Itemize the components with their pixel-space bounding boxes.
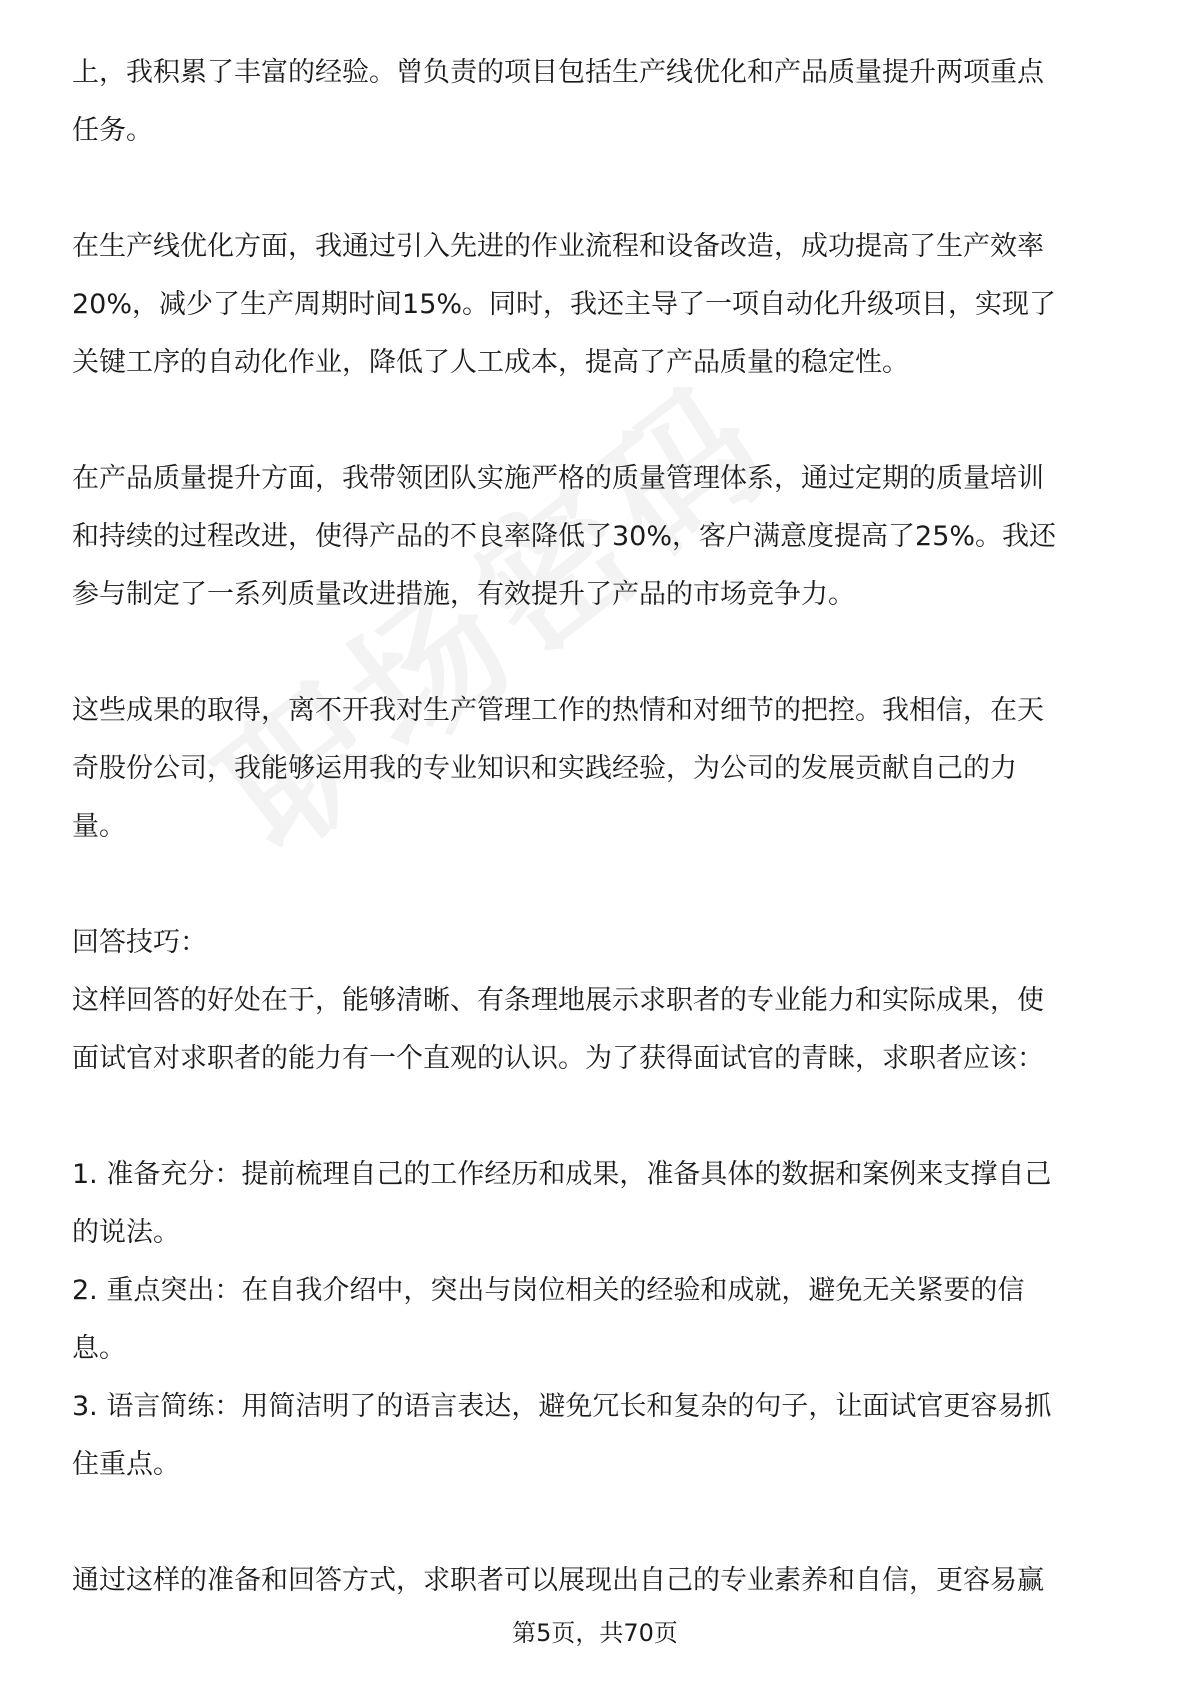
text-line: 住重点。	[72, 1449, 180, 1480]
paragraph-intro-tail	[72, 44, 1118, 160]
text-line: 任务。	[72, 115, 153, 146]
tips-list	[72, 1146, 1118, 1494]
paragraph-closing	[72, 1552, 1118, 1610]
text-line: 参与制定了一系列质量改进措施，有效提升了产品的市场竞争力。	[72, 579, 855, 610]
text-line: 20%，减少了生产周期时间15%。同时，我还主导了一项自动化升级项目，实现了	[72, 289, 1057, 320]
text-line: 和持续的过程改进，使得产品的不良率降低了30%，客户满意度提高了25%。我还	[72, 521, 1057, 552]
text-line: 2. 重点突出：在自我介绍中，突出与岗位相关的经验和成就，避免无关紧要的信	[72, 1275, 1025, 1306]
text-line: 通过这样的准备和回答方式，求职者可以展现出自己的专业素养和自信，更容易赢	[72, 1565, 1044, 1596]
list-item	[72, 1378, 1118, 1494]
text-line: 量。	[72, 811, 126, 842]
text-line: 在产品质量提升方面，我带领团队实施严格的质量管理体系，通过定期的质量培训	[72, 463, 1044, 494]
document-body	[72, 44, 1118, 1610]
paragraph-conclusion	[72, 682, 1118, 856]
text-line: 上，我积累了丰富的经验。曾负责的项目包括生产线优化和产品质量提升两项重点	[72, 57, 1044, 88]
text-line: 面试官对求职者的能力有一个直观的认识。为了获得面试官的青睐，求职者应该：	[72, 1043, 1044, 1074]
text-line: 的说法。	[72, 1217, 180, 1248]
text-line: 3. 语言简练：用简洁明了的语言表达，避免冗长和复杂的句子，让面试官更容易抓	[72, 1391, 1052, 1422]
tips-heading: 回答技巧：	[72, 927, 207, 958]
paragraph-tips-intro	[72, 972, 1118, 1088]
text-line: 关键工序的自动化作业，降低了人工成本，提高了产品质量的稳定性。	[72, 347, 909, 378]
page-number: 第5页，共70页	[512, 1619, 678, 1647]
text-line: 这样回答的好处在于，能够清晰、有条理地展示求职者的专业能力和实际成果，使	[72, 985, 1044, 1016]
text-line: 息。	[72, 1333, 126, 1364]
text-line: 1. 准备充分：提前梳理自己的工作经历和成果，准备具体的数据和案例来支撑自己	[72, 1159, 1052, 1190]
list-item	[72, 1146, 1118, 1262]
list-item	[72, 1262, 1118, 1378]
text-line: 奇股份公司，我能够运用我的专业知识和实践经验，为公司的发展贡献自己的力	[72, 753, 1017, 784]
paragraph-line-optimization	[72, 218, 1118, 392]
text-line: 在生产线优化方面，我通过引入先进的作业流程和设备改造，成功提高了生产效率	[72, 231, 1044, 262]
text-line: 这些成果的取得，离不开我对生产管理工作的热情和对细节的把控。我相信，在天	[72, 695, 1044, 726]
paragraph-quality-improvement	[72, 450, 1118, 624]
